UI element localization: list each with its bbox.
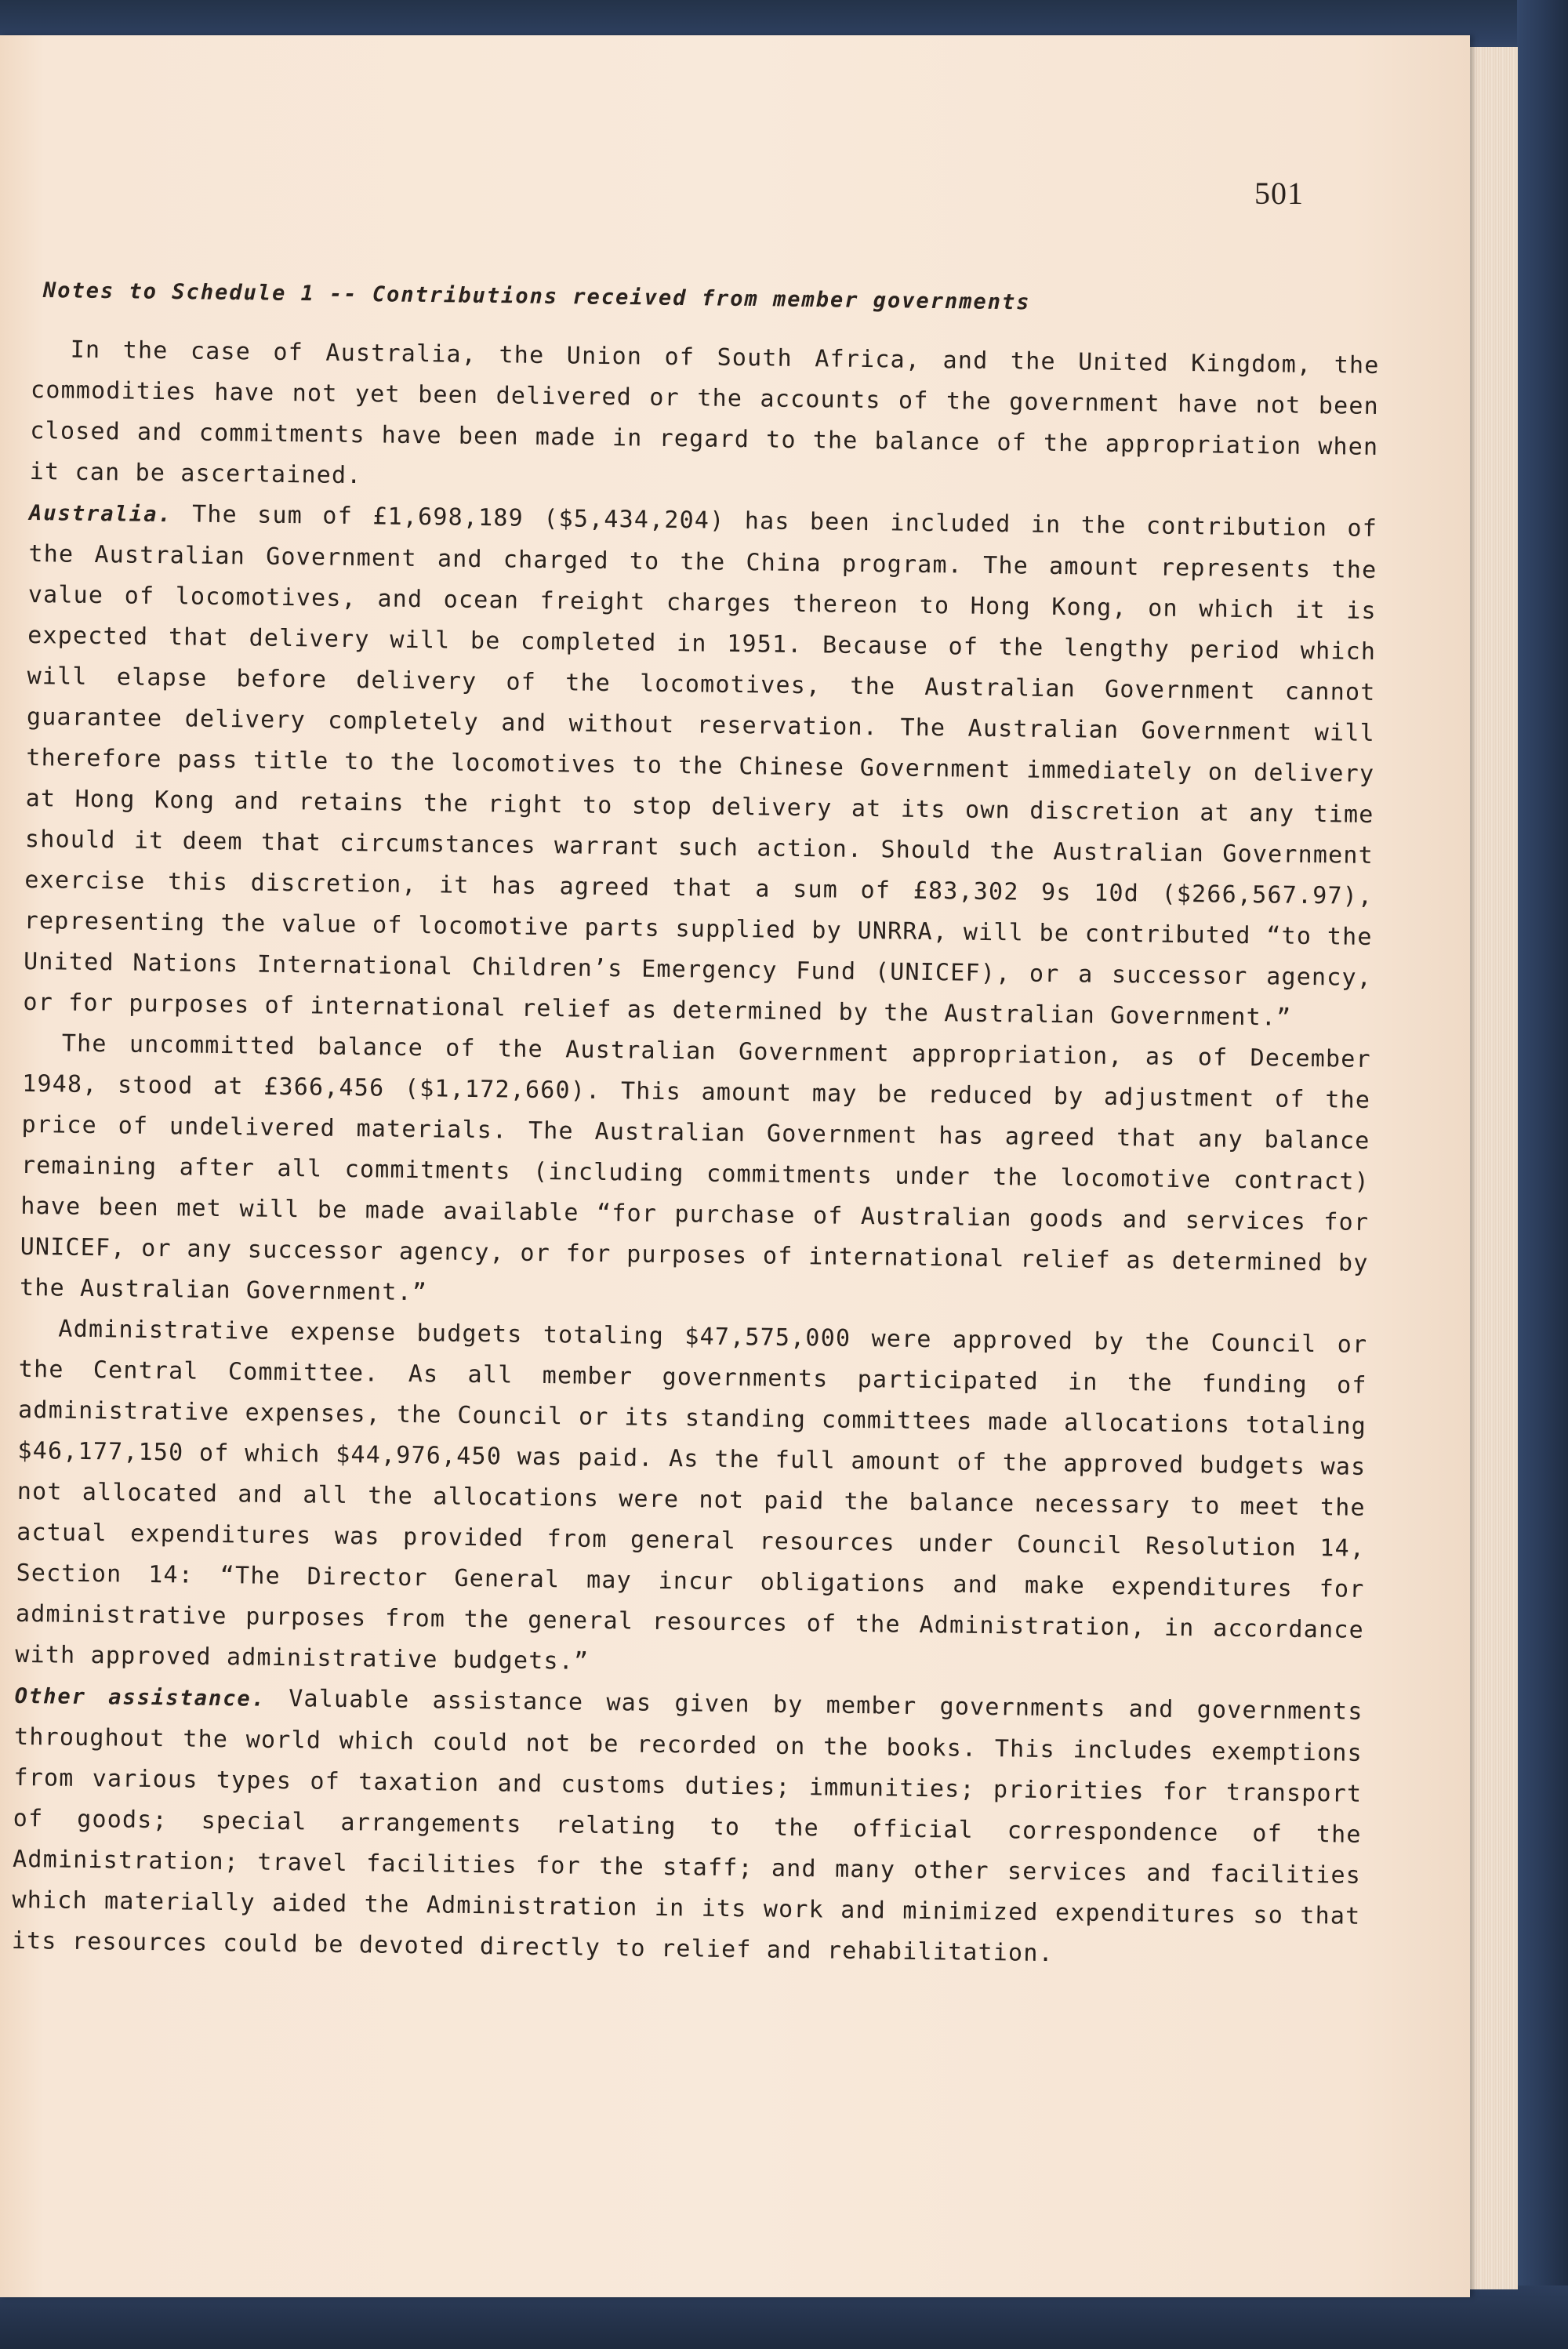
run-in-heading-australia: Australia. (28, 500, 172, 528)
paragraph-other-assistance (12, 1676, 1363, 1978)
page-content (0, 35, 1470, 2297)
body-text (12, 329, 1380, 1978)
book-cover-right (1517, 0, 1568, 2349)
paragraph-uncommitted-balance: The uncommitted balance of the Australian Government appropriation, as of December 1948, stood at £366,456 ($1,172,660). This amount may be reduced by adjustment of the price of undelivered materials. The Australian Government has agreed that any balance remaining after all commitments (including commitments under the locomotive contract) have been met will be made available “for purchase of Australian goods and services for UNICEF, or any successor agency, or for purposes of international relief as determined by the Australian Government.” (19, 1029, 1371, 1307)
paragraph-intro: In the case of Australia, the Union of South Africa, and the United Kingdom, the commodities have not yet been delivered or the accounts of the government have not been closed and commitments have been made in regard to the balance of the appropriation when it can be ascertained. (29, 336, 1380, 490)
document-page (0, 35, 1470, 2297)
paragraph-administrative-expenses: Administrative expense budgets totaling $47,575,000 were approved by the Council or the Central Committee. As all member governments participated in the funding of administrative expenses, the Council or its standing committees made allocations totaling $46,177,150 of which $44,976,450 was paid. As the full amount of the approved budgets was not allocated and all the allocations were not paid the balance necessary to meet the actual expenditures was provided from general resources under Council Resolution 14, Section 14: “The Director General may incur obligations and make expenditures for administrative purposes from the general resources of the Administration, in accordance with approved administrative budgets.” (15, 1315, 1368, 1676)
run-in-heading-other-assistance: Other assistance. (14, 1683, 267, 1712)
paragraph-other-assistance-text: Valuable assistance was given by member governments and governments throughout the world which could not be recorded on the books. This includes exemptions from various types of taxation and customs duties; immunities; priorities for transport of goods; special arrangements relating to the official correspondence of the Administration; travel facilities for the staff; and many other services and facilities which materially aided the Administration in its work and minimized expenditures so that its resources could be devoted directly to relief and rehabilitation. (11, 1685, 1363, 1968)
paragraph-australia (23, 492, 1377, 1040)
section-heading: Notes to Schedule 1 -- Contributions received from member governments (42, 278, 1031, 315)
paragraph-australia-text: The sum of £1,698,189 ($5,434,204) has been included in the contribution of the Australian Government and charged to the China program. The amount represents the value of locomotives, and ocean freight charges thereon to Hong Kong, on which it is expected that delivery will be completed in 1951. Because of the lengthy period which will elapse before delivery of the locomotives, the Australian Government cannot guarantee delivery completely and without reservation. The Australian Government will therefore pass title to the locomotives to the Chinese Government immediately on delivery at Hong Kong and retains the right to stop delivery at its own discretion at any time should it deem that circumstances warrant such action. Should the Australian Government exercise this discretion, it has agreed that a sum of £83,302 9s 10d ($266,567.97), representing the value of locomotive parts supplied by UNRRA, will be contributed “to the United Nations International Children’s Emergency Fund (UNICEF), or a successor agency, or for purposes of international relief as determined by the Australian Government.” (23, 500, 1378, 1032)
page-number: 501 (1254, 176, 1304, 211)
